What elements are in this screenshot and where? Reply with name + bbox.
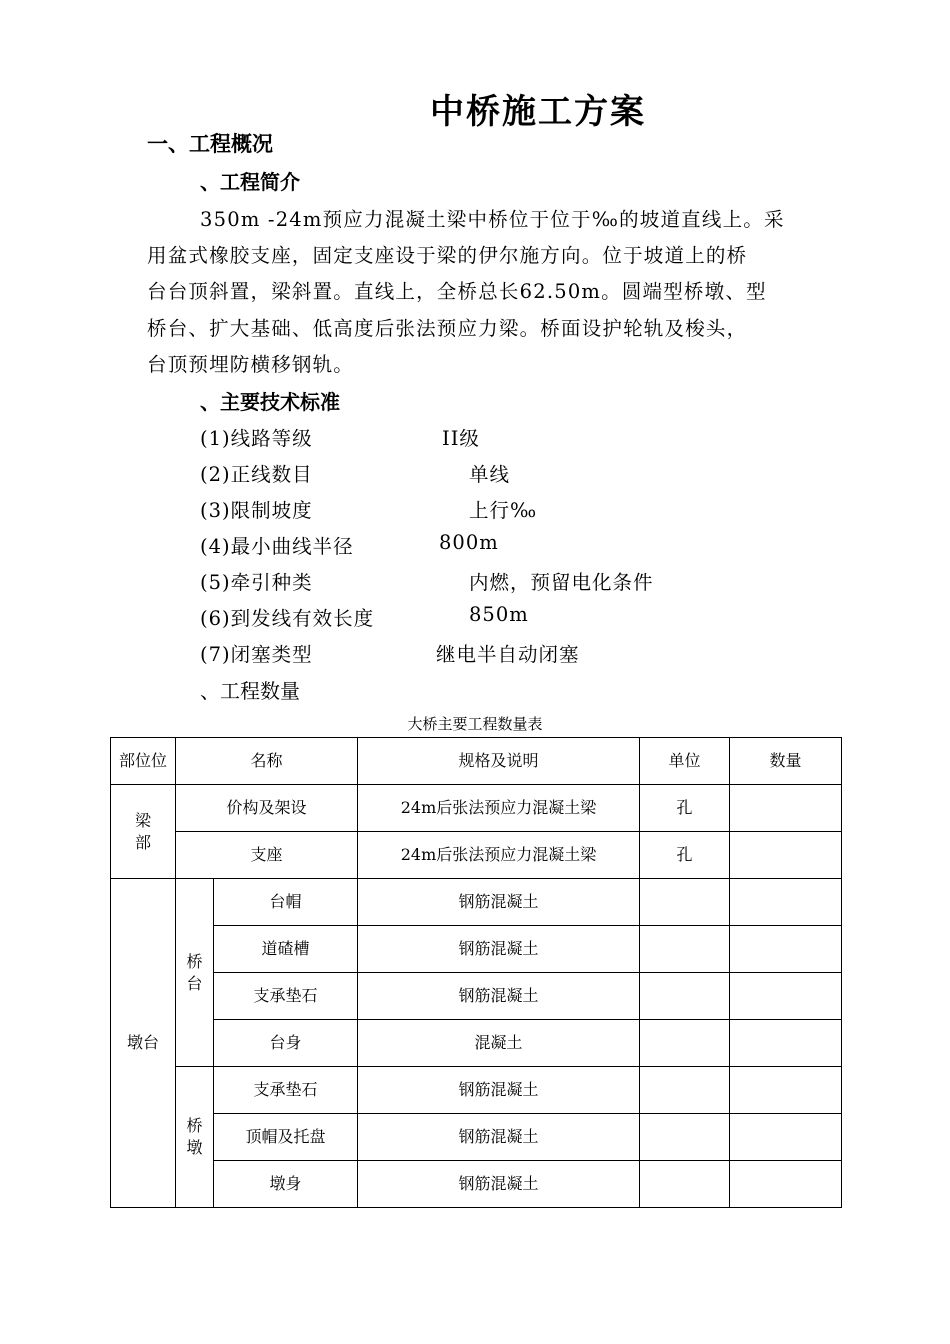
table-row <box>111 1067 842 1114</box>
standard-label-5: (5)牵引种类 <box>200 571 313 594</box>
header-part: 部位位 <box>111 738 176 785</box>
table-row <box>111 1114 842 1161</box>
standard-value-7: 继电半自动闭塞 <box>436 643 580 666</box>
cell-qty <box>730 1067 842 1114</box>
table-caption: 大桥主要工程数量表 <box>407 715 543 733</box>
standard-label-7: (7)闭塞类型 <box>200 643 313 666</box>
intro-line-4: 桥台、扩大基础、低高度后张法预应力梁。桥面设护轮轨及梭头， <box>147 317 748 340</box>
table-row <box>111 926 842 973</box>
header-name: 名称 <box>176 738 358 785</box>
page-title: 中桥施工方案 <box>430 92 646 132</box>
quantity-table <box>110 737 842 1208</box>
cell-unit: 孔 <box>640 785 730 832</box>
standard-value-3: 上行‰ <box>469 499 538 522</box>
subsection-heading-intro: 、工程简介 <box>200 170 300 194</box>
cell-unit <box>640 1020 730 1067</box>
standard-label-6: (6)到发线有效长度 <box>200 607 375 630</box>
group-pier: 桥墩 <box>176 1067 214 1208</box>
cell-name: 道碴槽 <box>214 926 358 973</box>
cell-unit <box>640 879 730 926</box>
cell-unit <box>640 1114 730 1161</box>
table-row <box>111 785 842 832</box>
header-spec: 规格及说明 <box>358 738 640 785</box>
table-row <box>111 1161 842 1208</box>
standard-value-2: 单线 <box>469 463 511 486</box>
cell-spec: 钢筋混凝土 <box>358 973 640 1020</box>
header-qty: 数量 <box>730 738 842 785</box>
standard-label-1: (1)线路等级 <box>200 427 313 450</box>
cell-spec: 钢筋混凝土 <box>358 1067 640 1114</box>
intro-line-3: 台台顶斜置，梁斜置。直线上，全桥总长62.50m。圆端型桥墩、型 <box>147 280 767 303</box>
cell-unit <box>640 973 730 1020</box>
cell-qty <box>730 1161 842 1208</box>
group-abutment: 桥台 <box>176 879 214 1067</box>
subsection-heading-standards: 、主要技术标准 <box>200 390 340 414</box>
group-pier-abutment: 墩台 <box>111 879 176 1208</box>
cell-name: 支承垫石 <box>214 1067 358 1114</box>
cell-name: 墩身 <box>214 1161 358 1208</box>
standard-value-1: II级 <box>442 427 480 450</box>
cell-spec: 24m后张法预应力混凝土梁 <box>358 832 640 879</box>
cell-qty <box>730 879 842 926</box>
intro-line-2: 用盆式橡胶支座，固定支座设于梁的伊尔施方向。位于坡道上的桥 <box>147 244 748 267</box>
standard-label-4: (4)最小曲线半径 <box>200 535 354 558</box>
cell-unit <box>640 1161 730 1208</box>
group-beam: 梁部 <box>111 785 176 879</box>
cell-spec: 钢筋混凝土 <box>358 1161 640 1208</box>
table-row <box>111 973 842 1020</box>
cell-qty <box>730 785 842 832</box>
cell-qty <box>730 973 842 1020</box>
cell-qty <box>730 1114 842 1161</box>
subsection-heading-quantities: 、工程数量 <box>200 679 300 703</box>
table-row <box>111 1020 842 1067</box>
cell-name: 台身 <box>214 1020 358 1067</box>
cell-spec: 钢筋混凝土 <box>358 926 640 973</box>
cell-name: 支座 <box>176 832 358 879</box>
cell-name: 价构及架设 <box>176 785 358 832</box>
table-row <box>111 879 842 926</box>
cell-spec: 24m后张法预应力混凝土梁 <box>358 785 640 832</box>
cell-qty <box>730 832 842 879</box>
cell-spec: 钢筋混凝土 <box>358 1114 640 1161</box>
standard-value-6: 850m <box>469 603 529 626</box>
intro-line-5: 台顶预埋防横移钢轨。 <box>147 353 355 376</box>
standard-value-4: 800m <box>439 531 499 554</box>
cell-unit <box>640 926 730 973</box>
cell-name: 支承垫石 <box>214 973 358 1020</box>
cell-qty <box>730 1020 842 1067</box>
cell-name: 顶帽及托盘 <box>214 1114 358 1161</box>
table-header-row <box>111 738 842 785</box>
cell-unit: 孔 <box>640 832 730 879</box>
header-unit: 单位 <box>640 738 730 785</box>
cell-name: 台帽 <box>214 879 358 926</box>
cell-qty <box>730 926 842 973</box>
standard-value-5: 内燃，预留电化条件 <box>469 571 654 594</box>
standard-label-3: (3)限制坡度 <box>200 499 313 522</box>
cell-spec: 混凝土 <box>358 1020 640 1067</box>
section-heading-overview: 一、工程概况 <box>147 132 273 156</box>
cell-spec: 钢筋混凝土 <box>358 879 640 926</box>
table-row <box>111 832 842 879</box>
intro-line-1: 350m -24m预应力混凝土梁中桥位于位于‰的坡道直线上。采 <box>200 208 785 231</box>
cell-unit <box>640 1067 730 1114</box>
standard-label-2: (2)正线数目 <box>200 463 313 486</box>
